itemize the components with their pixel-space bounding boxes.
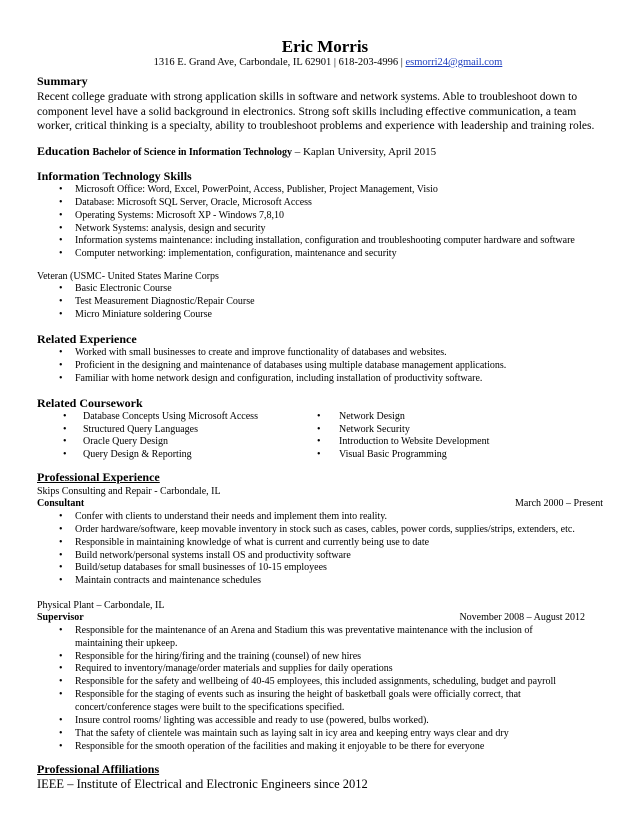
education-school: – Kaplan University, April 2015 <box>294 145 437 158</box>
list-item: • Responsible for the hiring/firing and the training (counsel) of new hires <box>37 651 603 664</box>
related-experience-list <box>37 347 603 386</box>
contact-line <box>53 56 603 70</box>
list-item: • Structured Query Languages <box>37 424 305 437</box>
list-item: • Build/setup databases for small businesses of 10-15 employees <box>37 562 603 575</box>
list-item: • Information systems maintenance: including installation, configuration and troubleshooting computer hardware and software <box>37 235 603 248</box>
list-item: • Operating Systems: Microsoft XP - Windows 7,8,10 <box>37 210 603 223</box>
job-role: Supervisor <box>37 612 84 624</box>
education-line <box>37 144 603 160</box>
job-dates: November 2008 – August 2012 <box>459 612 585 624</box>
professional-experience-heading: Professional Experience <box>37 470 160 485</box>
list-item: • Responsible for the smooth operation of the facilities and making it enjoyable to be there for everyone <box>37 741 603 754</box>
employer-name: Skips Consulting and Repair - Carbondale, IL <box>37 486 221 498</box>
list-item: • Familiar with home network design and configuration, including installation of productivity software. <box>37 373 603 386</box>
coursework-left-list <box>37 411 305 463</box>
list-item: • Oracle Query Design <box>37 436 305 449</box>
list-item: • Computer networking: implementation, configuration, maintenance and security <box>37 248 603 261</box>
list-item: • Microsoft Office: Word, Excel, PowerPoint, Access, Publisher, Project Management, Visio <box>37 184 603 197</box>
job-role-line <box>37 498 603 511</box>
list-item: • Required to inventory/manage/order materials and supplies for daily operations <box>37 663 603 676</box>
list-item: • Build network/personal systems install OS and productivity software <box>37 550 603 563</box>
list-item: • Network Design <box>305 411 489 424</box>
coursework-right-list <box>305 411 489 463</box>
coursework-heading: Related Coursework <box>37 395 143 410</box>
list-item: • Test Measurement Diagnostic/Repair Course <box>37 296 603 309</box>
list-item: • Responsible for the safety and wellbeing of 40-45 employees, this included assignments, scheduling, budget and payroll <box>37 676 603 689</box>
list-item: • Order hardware/software, keep movable inventory in stock such as cases, cables, power cords, supplies/strips, extenders, etc. <box>37 524 603 537</box>
list-item: • Maintain contracts and maintenance schedules <box>37 575 603 588</box>
education-degree: Bachelor of Science in Information Technology <box>92 146 292 158</box>
job-duties-list <box>37 511 603 588</box>
related-experience-heading: Related Experience <box>37 331 137 346</box>
coursework-columns <box>37 411 603 463</box>
job-role: Consultant <box>37 498 85 510</box>
it-skills-heading: Information Technology Skills <box>37 168 192 183</box>
list-item: • Responsible for the maintenance of an Arena and Stadium this was preventative maintenance with the inclusion of maintaining their upkeep. <box>37 625 603 651</box>
list-item: • Query Design & Reporting <box>37 449 305 462</box>
list-item: • Responsible in maintaining knowledge of what is current and currently being use to date <box>37 537 603 550</box>
list-item: • That the safety of clientele was maintain such as laying salt in icy area and keeping entry ways clear and dry <box>37 728 603 741</box>
job-dates: March 2000 – Present <box>514 498 603 510</box>
list-item: • Network Systems: analysis, design and security <box>37 223 603 236</box>
veteran-title: Veteran (USMC- United States Marine Corps <box>37 271 219 283</box>
contact-info: 1316 E. Grand Ave, Carbondale, IL 62901 | 618-203-4996 | <box>153 57 406 68</box>
resume-name: Eric Morris <box>281 37 369 56</box>
veteran-list <box>37 283 603 322</box>
list-item: • Network Security <box>305 424 489 437</box>
job-duties-list <box>37 625 603 754</box>
list-item: • Proficient in the designing and maintenance of databases using multiple database management applications. <box>37 360 603 373</box>
summary-heading: Summary <box>37 74 88 88</box>
list-item: • Insure control rooms/ lighting was accessible and ready to use (powered, bulbs worked). <box>37 715 603 728</box>
employer-name: Physical Plant – Carbondale, IL <box>37 600 165 612</box>
education-label: Education <box>37 143 90 158</box>
list-item: • Database: Microsoft SQL Server, Oracle, Microsoft Access <box>37 197 603 210</box>
list-item: • Worked with small businesses to create and improve functionality of databases and websites. <box>37 347 603 360</box>
affiliations-heading: Professional Affiliations <box>37 761 160 776</box>
email-link[interactable]: esmorri24@gmail.com <box>405 57 503 68</box>
list-item: • Introduction to Website Development <box>305 436 489 449</box>
list-item: • Responsible for the staging of events such as insuring the height of basketball goals were officially correct, that concert/conference stages were built to the specifications specified. <box>37 689 603 715</box>
affiliations-text: IEEE – Institute of Electrical and Electronic Engineers since 2012 <box>37 776 368 791</box>
list-item: • Database Concepts Using Microsoft Access <box>37 411 305 424</box>
list-item: • Micro Miniature soldering Course <box>37 309 603 322</box>
list-item: • Confer with clients to understand their needs and implement them into reality. <box>37 511 603 524</box>
list-item: • Basic Electronic Course <box>37 283 603 296</box>
job-role-line <box>37 612 603 625</box>
resume-page <box>37 38 603 792</box>
summary-text: Recent college graduate with strong application skills in software and network systems. Able to troubleshoot down to component level have a solid background in electronics. Strong soft skills including effective communication, a team worker, critical thinking is a specialty, ability to troubleshoot problems and experience with leadership and training roles. <box>37 91 595 133</box>
it-skills-list <box>37 184 603 261</box>
list-item: • Visual Basic Programming <box>305 449 489 462</box>
